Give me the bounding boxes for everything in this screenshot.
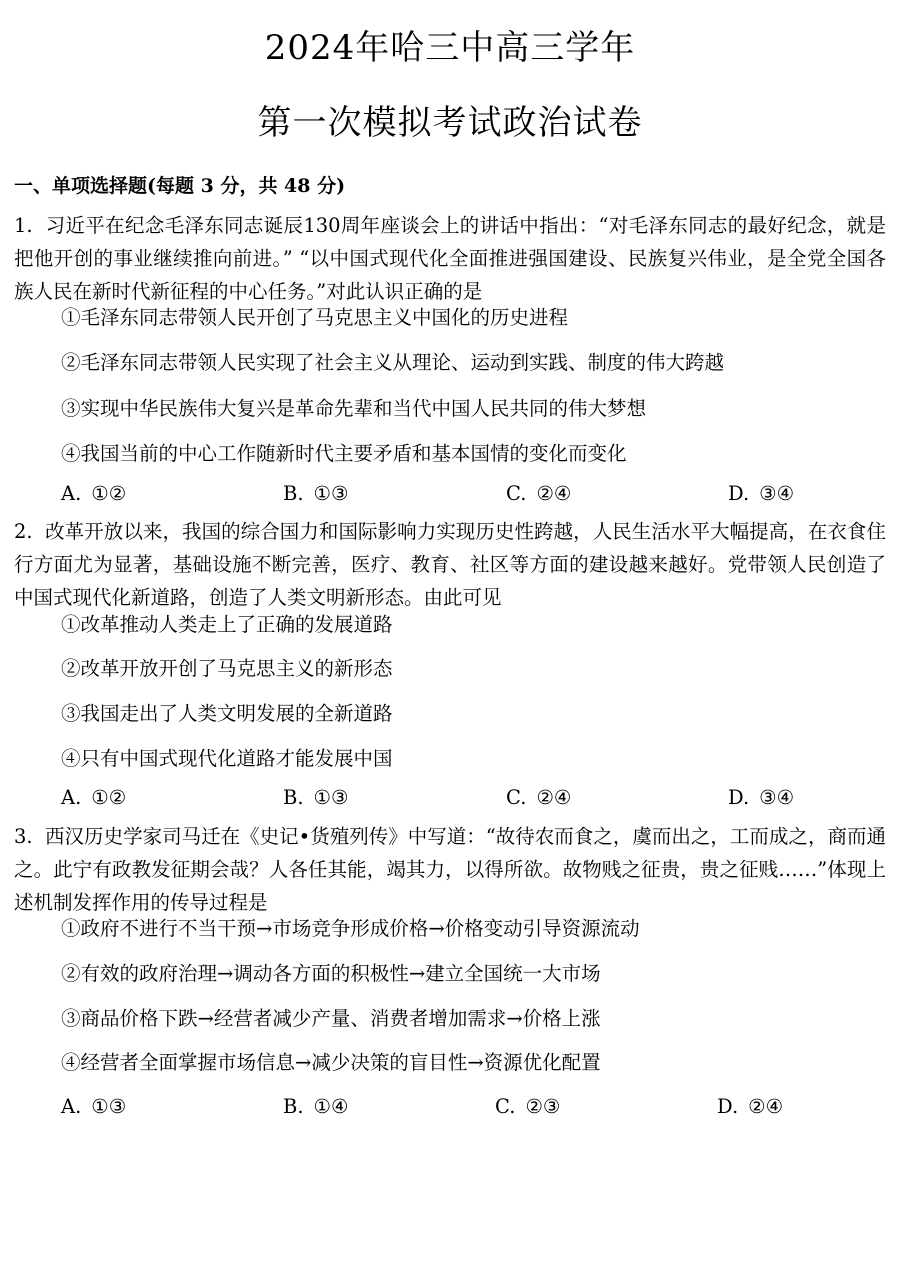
question-number: 3. — [14, 825, 33, 848]
option-c: C. ②④ — [506, 786, 572, 809]
option-b: B. ①④ — [283, 1095, 349, 1118]
question-stem-text: 西汉历史学家司马迁在《史记•货殖列传》中写道：“故待农而食之，虞而出之，工而成之，商而通之。此宁有政教发征期会哉？人各任其能，竭其力，以得所欲。故物贱之征贵，贵之征贱……”体现上述机制发挥作用的传导过程是 — [14, 825, 886, 914]
option-b: B. ①③ — [283, 482, 349, 505]
statement-item: ①毛泽东同志带领人民开创了马克思主义中国化的历史进程 — [61, 306, 569, 329]
option-d: D. ②④ — [717, 1095, 784, 1118]
option-c: C. ②④ — [506, 482, 572, 505]
statement-item: ②毛泽东同志带领人民实现了社会主义从理论、运动到实践、制度的伟大跨越 — [61, 351, 725, 374]
question-3-stem — [14, 820, 886, 919]
option-d: D. ③④ — [728, 482, 795, 505]
statement-item: ①政府不进行不当干预→市场竞争形成价格→价格变动引导资源流动 — [61, 917, 640, 940]
question-number: 1. — [14, 214, 33, 237]
statement-item: ②有效的政府治理→调动各方面的积极性→建立全国统一大市场 — [61, 962, 601, 985]
statement-item: ④我国当前的中心工作随新时代主要矛盾和基本国情的变化而变化 — [61, 442, 627, 465]
option-a: A. ①② — [61, 482, 127, 505]
section-heading: 一、单项选择题(每题 3 分，共 48 分) — [14, 175, 346, 197]
question-stem-text: 习近平在纪念毛泽东同志诞辰130周年座谈会上的讲话中指出：“对毛泽东同志的最好纪念，就是把他开创的事业继续推向前进。” “以中国式现代化全面推进强国建设、民族复兴伟业，是全党全国各族人民在新时代新征程的中心任务。”对此认识正确的是 — [14, 214, 886, 303]
statement-item: ③商品价格下跌→经营者减少产量、消费者增加需求→价格上涨 — [61, 1007, 601, 1030]
statement-item: ④只有中国式现代化道路才能发展中国 — [61, 747, 393, 770]
option-a: A. ①② — [61, 786, 127, 809]
question-stem-text: 改革开放以来，我国的综合国力和国际影响力实现历史性跨越，人民生活水平大幅提高，在衣食住行方面尤为显著，基础设施不断完善，医疗、教育、社区等方面的建设越来越好。党带领人民创造了中国式现代化新道路，创造了人类文明新形态。由此可见 — [14, 520, 886, 609]
question-2-stem — [14, 515, 886, 614]
statement-item: ④经营者全面掌握市场信息→减少决策的盲目性→资源优化配置 — [61, 1051, 601, 1074]
option-c: C. ②③ — [495, 1095, 561, 1118]
question-1-stem — [14, 209, 886, 308]
question-number: 2. — [14, 520, 33, 543]
statement-item: ②改革开放开创了马克思主义的新形态 — [61, 657, 393, 680]
exam-title-line2: 第一次模拟考试政治试卷 — [257, 103, 643, 143]
option-d: D. ③④ — [728, 786, 795, 809]
option-b: B. ①③ — [283, 786, 349, 809]
option-a: A. ①③ — [61, 1095, 127, 1118]
statement-item: ①改革推动人类走上了正确的发展道路 — [61, 613, 393, 636]
statement-item: ③我国走出了人类文明发展的全新道路 — [61, 702, 393, 725]
statement-item: ③实现中华民族伟大复兴是革命先辈和当代中国人民共同的伟大梦想 — [61, 397, 647, 420]
exam-title-line1: 2024年哈三中高三学年 — [264, 28, 636, 68]
